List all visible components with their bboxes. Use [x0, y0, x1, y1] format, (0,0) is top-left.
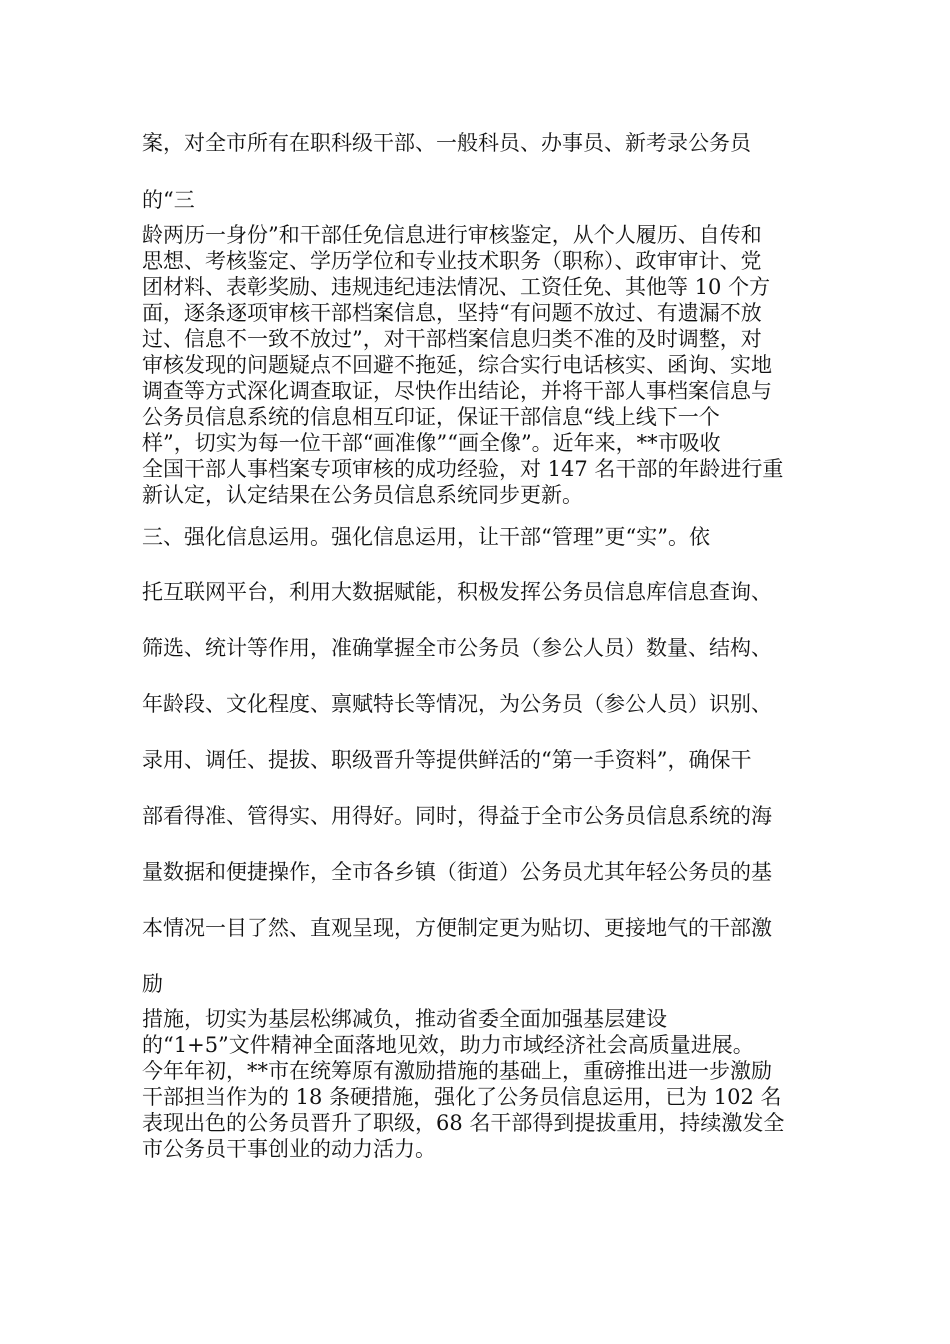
text-line: 新认定，认定结果在公务员信息系统同步更新。 — [142, 483, 583, 507]
text-line: 过、信息不一致不放过”，对干部档案信息归类不准的及时调整，对 — [142, 327, 762, 351]
text-line: 本情况一目了然、直观呈现，方便制定更为贴切、更接地气的干部激 — [142, 916, 772, 940]
text-line: 部看得准、管得实、用得好。同时，得益于全市公务员信息系统的海 — [142, 804, 772, 828]
text-line: 的“三 — [142, 188, 195, 212]
text-line: 市公务员干事创业的动力活力。 — [142, 1137, 436, 1161]
text-line: 励 — [142, 972, 163, 996]
text-line: 表现出色的公务员晋升了职级，68 名干部得到提拔重用，持续激发全 — [142, 1111, 785, 1135]
text-line: 全国干部人事档案专项审核的成功经验，对 147 名干部的年龄进行重 — [142, 457, 784, 481]
text-line: 公务员信息系统的信息相互印证，保证干部信息“线上线下一个 — [142, 405, 720, 429]
text-line: 筛选、统计等作用，准确掌握全市公务员（参公人员）数量、结构、 — [142, 636, 772, 660]
text-line: 录用、调任、提拔、职级晋升等提供鲜活的“第一手资料”，确保干 — [142, 748, 752, 772]
text-line: 托互联网平台，利用大数据赋能，积极发挥公务员信息库信息查询、 — [142, 580, 772, 604]
text-line: 思想、考核鉴定、学历学位和专业技术职务（职称）、政审审计、党 — [142, 249, 762, 273]
text-line: 措施，切实为基层松绑减负，推动省委全面加强基层建设 — [142, 1007, 667, 1031]
text-line: 的“1+5”文件精神全面落地见效，助力市域经济社会高质量进展。 — [142, 1033, 754, 1057]
text-line: 样”，切实为每一位干部“画准像”“画全像”。近年来，**市吸收 — [142, 431, 721, 455]
text-line: 审核发现的问题疑点不回避不拖延，综合实行电话核实、函询、实地 — [142, 353, 772, 377]
text-line: 团材料、表彰奖励、违规违纪违法情况、工资任免、其他等 10 个方 — [142, 275, 771, 299]
text-line: 量数据和便捷操作，全市各乡镇（街道）公务员尤其年轻公务员的基 — [142, 860, 772, 884]
text-line: 年龄段、文化程度、禀赋特长等情况，为公务员（参公人员）识别、 — [142, 692, 772, 716]
text-line: 面，逐条逐项审核干部档案信息，坚持“有问题不放过、有遗漏不放 — [142, 301, 762, 325]
text-line: 今年年初，**市在统筹原有激励措施的基础上，重磅推出进一步激励 — [142, 1059, 772, 1083]
section-heading-line: 三、强化信息运用。强化信息运用，让干部“管理”更“实”。依 — [142, 525, 710, 549]
text-line: 调查等方式深化调查取证，尽快作出结论，并将干部人事档案信息与 — [142, 379, 772, 403]
text-line: 干部担当作为的 18 条硬措施，强化了公务员信息运用，已为 102 名 — [142, 1085, 782, 1109]
text-line: 龄两历一身份”和干部任免信息进行审核鉴定，从个人履历、自传和 — [142, 223, 762, 247]
text-line: 案，对全市所有在职科级干部、一般科员、办事员、新考录公务员 — [142, 131, 751, 155]
